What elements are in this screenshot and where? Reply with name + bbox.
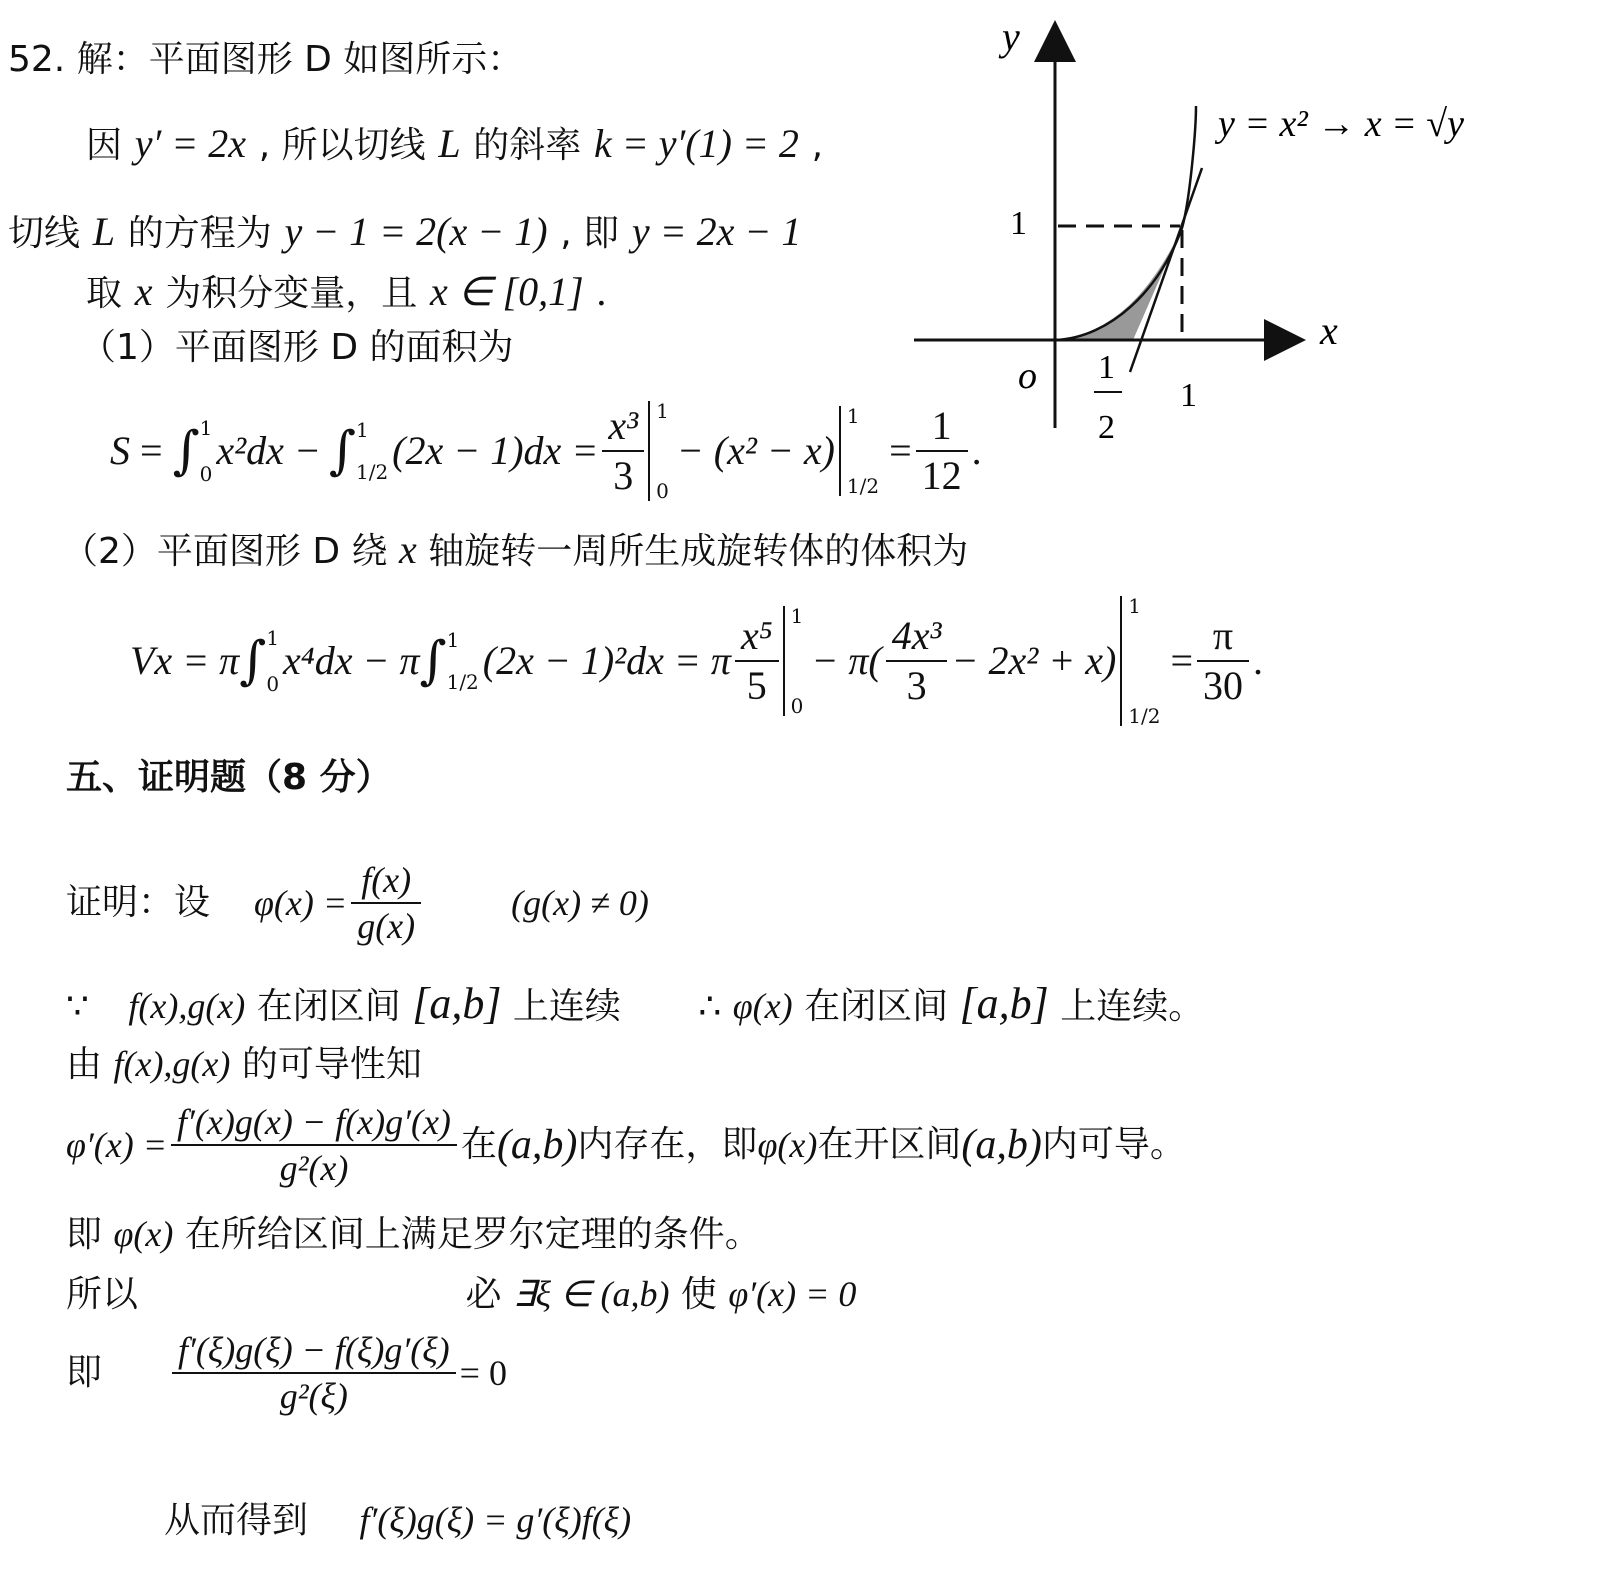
final-result-line: 从而得到 f′(ξ)g(ξ) = g′(ξ)f(ξ) bbox=[164, 1500, 632, 1541]
integral-sign: ∫ bbox=[239, 631, 267, 691]
fraction: $\frac{\text{4x³}}{3}$ bbox=[886, 616, 948, 706]
integral-sign: ∫ bbox=[419, 631, 447, 691]
section-heading: 五、证明题（8 分） bbox=[66, 757, 392, 798]
fraction: $\frac{f(x)}{g(x)}$ bbox=[351, 862, 421, 944]
problem-intro: 52. 解：平面图形 D 如图所示： bbox=[8, 39, 524, 80]
part1-label: （1）平面图形 D 的面积为 bbox=[80, 327, 514, 368]
integration-variable-line: 取 x 为积分变量，且 x ∈ [0,1] . bbox=[86, 269, 607, 314]
origin-label: o bbox=[1018, 355, 1037, 397]
rolle-condition: 即 φ(x) 在所给区间上满足罗尔定理的条件。 bbox=[66, 1214, 761, 1255]
tick-half-den: 2 bbox=[1098, 409, 1115, 446]
existence-line: 所以 必 ∃ξ ∈ (a,b) 使 φ′(x) = 0 bbox=[66, 1274, 857, 1315]
tangent-line-equation: 切线 L 的方程为 y − 1 = 2(x − 1) , 即 y = 2x − 1 bbox=[8, 209, 802, 254]
region-figure bbox=[900, 10, 1560, 480]
proof-definition: 证明：设 φ(x) = $\frac{f(x)}{g(x)}$ (g(x) ≠ 0) bbox=[66, 860, 649, 946]
fraction: $\frac{1}{12}$ bbox=[916, 406, 968, 496]
y-axis-label: y bbox=[1002, 14, 1020, 59]
integral-sign: ∫ bbox=[172, 421, 200, 481]
volume-formula: Vx = π ∫ 1 0 x⁴dx − π ∫ 1 1/2 (2x − 1)²dx = π $\frac{\text{x⁵}}{5}$ 1 0 − π( $\frac{\text{4x³}}{3}$ − 2x² + x) 1 1/2 = $\frac{\pi}{30}$ . bbox=[130, 594, 1264, 728]
curve-label: y = x² → x = √y bbox=[1218, 103, 1464, 145]
fraction: $\frac{f'(\xi)g(\xi) - f(\xi)g'(\xi)}{\text{g²(ξ)}}$ bbox=[172, 1332, 456, 1414]
tick-y-1: 1 bbox=[1010, 205, 1027, 242]
part2-label: （2）平面图形 D 绕 x 轴旋转一周所生成旋转体的体积为 bbox=[62, 527, 969, 572]
fraction: $\frac{\text{x⁵}}{5}$ bbox=[735, 616, 779, 706]
x-axis-label: x bbox=[1320, 308, 1338, 353]
area-formula: S = ∫ 1 0 x²dx − ∫ 1 1/2 (2x − 1)dx = $\frac{\text{x³}}{3}$ 1 0 − (x² − x) 1 1/2 = $\frac{1}{12}$ . bbox=[110, 399, 982, 503]
parabola-curve bbox=[1055, 106, 1196, 340]
result-fraction-line: 即 $\frac{f'(\xi)g(\xi) - f(\xi)g'(\xi)}{\text{g²(ξ)}}$ = 0 bbox=[66, 1330, 507, 1416]
tick-x-1: 1 bbox=[1180, 377, 1197, 414]
derivative-line: 因 y′ = 2x , 所以切线 L 的斜率 k = y′(1) = 2 , bbox=[86, 121, 824, 166]
tick-half-num: 1 bbox=[1098, 349, 1115, 386]
fraction: $\frac{\pi}{30}$ bbox=[1197, 616, 1249, 706]
continuity-line: ∵ f(x),g(x) 在闭区间 [a,b] 上连续 ∴ φ(x) 在闭区间 [a,b] 上连续。 bbox=[66, 979, 1205, 1028]
derivative-formula: φ′(x) = $\frac{f'(x)g(x) - f(x)g'(x)}{\text{g²(x)}}$ 在 (a,b) 内存在，即 φ(x) 在开区间 (a,b) 内可导。 bbox=[66, 1102, 1186, 1188]
fraction: $\frac{\text{x³}}{3}$ bbox=[602, 406, 644, 496]
fraction: $\frac{f'(x)g(x) - f(x)g'(x)}{\text{g²(x)}}$ bbox=[171, 1104, 457, 1186]
shaded-region bbox=[1060, 228, 1182, 340]
integral-sign: ∫ bbox=[328, 421, 356, 481]
differentiability-line: 由 f(x),g(x) 的可导性知 bbox=[66, 1044, 422, 1085]
